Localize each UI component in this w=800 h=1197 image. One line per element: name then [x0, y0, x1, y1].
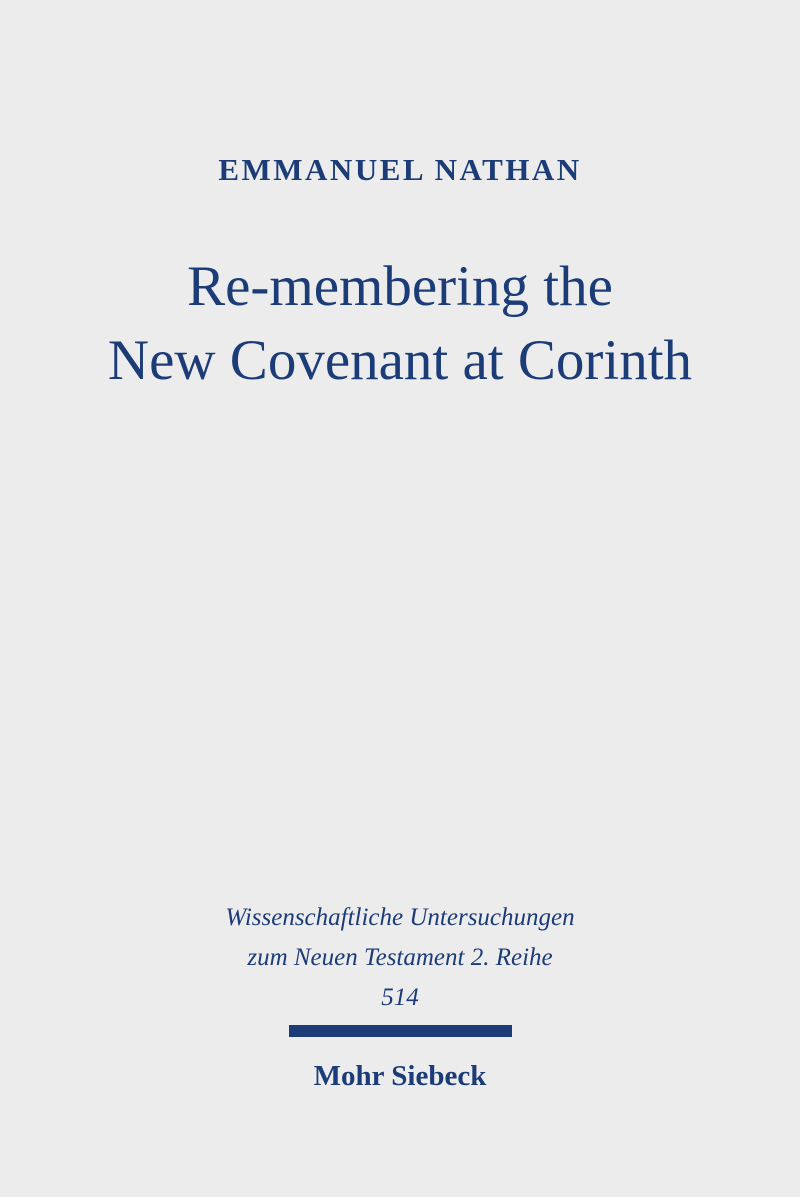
title-line-2: New Covenant at Corinth	[107, 329, 693, 392]
author-name: EMMANUEL NATHAN	[218, 152, 582, 187]
book-title	[0, 250, 800, 398]
series-volume-number: 514	[381, 984, 419, 1011]
series-line-2: zum Neuen Testament 2. Reihe	[247, 944, 553, 971]
divider-bar	[289, 1025, 512, 1037]
title-line-1: Re-membering the	[187, 255, 613, 318]
series-info	[0, 898, 800, 1018]
publisher-name: Mohr Siebeck	[313, 1060, 487, 1092]
series-line-1: Wissenschaftliche Untersuchungen	[225, 904, 575, 931]
